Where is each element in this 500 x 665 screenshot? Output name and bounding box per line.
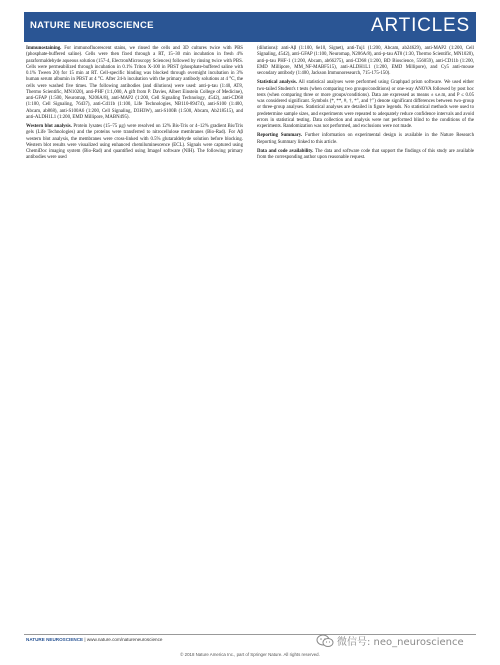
- journal-header-bar: [24, 12, 476, 42]
- paragraph-heading: Immunostaining.: [26, 46, 62, 51]
- section-label: ARTICLES: [371, 15, 470, 36]
- paragraph-western-blot: [26, 124, 243, 162]
- paragraph-data-availability: [257, 149, 474, 162]
- footer-copyright: © 2018 Nature America Inc., part of Springer Nature. All rights reserved.: [180, 652, 320, 657]
- right-column: [257, 46, 474, 164]
- footer-journal-line: [26, 637, 162, 642]
- paragraph-heading: Statistical analysis.: [257, 80, 297, 86]
- paragraph-body: All statistical analyses were performed using Graphpad prism software. We used either two-tailed Student's t tests (when comparing two groups/conditions) or one-way ANOVA followed by post hoc tests (when comparing three or more groups/conditions). Data are expressed as means ± s.e.m, and P ≤ 0.05 was considered significant. Symbols (*, **, #, †, *", and †") denote significant differences between two-group or three-group analyses. Statistical analyses are detailed in figure legends. No statistical methods were used to predetermine sample sizes, and experiments were repeated to adequately reduce confidence intervals and avoid errors in statistical testing. Data collection and analysis were not performed blind to the conditions of the experiments. Randomization was not performed, and exclusions were not made.: [257, 80, 475, 129]
- paragraph-body: The data and software code that support the findings of this study are available from the corresponding author upon reasonable request.: [257, 148, 474, 160]
- paragraph-antibody-continued: [257, 46, 474, 77]
- paragraph-body: Further information on experimental design is available in the Nature Research Reporting Summary linked to this article.: [257, 133, 475, 145]
- paragraph-body: Protein lysates (15–75 µg) were resolved on 12% Bis-Tris or 4–12% gradient Bis/Tris gels (Life Technologies) and the proteins were transferred to nitrocellulose membranes (Bio-Rad). For Aβ western blot analysis, the membranes were cross-linked with 0.5% glutaraldehyde solution before blocking. Western blot results were visualized using enhanced chemiluminescence (ECL). Signals were captured using ChemiDoc imaging system (Bio-Rad) and quantified using ImageJ software (NIH). The following primary antibodies were used: [26, 124, 244, 161]
- footer-journal-name: NATURE NEUROSCIENCE: [26, 637, 84, 642]
- paragraph-reporting-summary: [257, 133, 474, 146]
- wechat-watermark: [316, 633, 464, 648]
- paragraph-body: (dilutions): anti-Aβ (1:100, 6e10, Signet), anti-Tuj1 (1:200, Abcam, ab24629), anti-MAP2 (1:200, Cell Signaling, 4542), anti-GFAP (1:100, Neuromap, N206A/8), anti-p-tau AT8 (1:30, Thermo Scientific, MN1020), anti-p-tau PHF-1 (1:200, Abcam, ab66275), anti-CD68 (1:200, BD Bioscience, 556059), anti-CD11b (1:200, EMD Millipore, MM_NF-MABF515), anti-ALDH1L1 (1:200, EMD Millipore), and Cy5 anti-mouse secondary antibody (1:400, Jackson Immunoresearch, 715-175-150).: [257, 46, 474, 76]
- paragraph-body: For immunofluorescent stains, we rinsed the cells and 3D cultures twice with PBS (phosphate-buffered saline). Cells were then fixed through a RT, 15–30 min incubation in fresh 4% paraformaldehyde aqueous solution (157-4, ElectronMicroscopy Sciences) followed by rinsing twice with PBS. Cells were permeabilized through incubation in 0.1% Triton X-100 in PBST (phosphate-buffered saline with 0.1% Tween 20) for 15 min at RT. Cell-specific binding was blocked through overnight incubation in 3% human serum albumin in PBST at 4 °C. After 24-h incubation with the primary antibody solutions at 4 °C, the cells were washed five times. The following antibodies (and dilutions) were used: anti-p-tau (1:40, AT8, Thermo Scientific, MN1020), anti-PHF (1:1,000, A gift from P. Davies, Albert Einstein College of Medicine), anti-GFAP (1:500, Neuromap, N206A/8), anti-MAP2 (1:200, Cell Signaling Technology, 4542), anti-CD68 (1:100, Cell Signaling, 76437), anti-Cd11b (1:100, Life Technologies, NB110-89474), anti-S100 (1:400, Abcam, ab868), anti-S100A6 (1:200, Cell Signaling, D3H3W), anti-S100B (1:500, Abcam, Ab218515), and anti-ALDH1L1 (1:200, EMD Millipore, MABN495).: [26, 46, 243, 120]
- paragraph-heading: Data and code availability.: [257, 148, 314, 154]
- wechat-icon: [316, 634, 334, 648]
- journal-name: NATURE NEUROSCIENCE: [30, 20, 154, 31]
- footer-journal-url[interactable]: | www.nature.com/natureneuroscience: [83, 637, 163, 642]
- paragraph-heading: Reporting Summary.: [257, 133, 303, 139]
- watermark-text: 微信号: neo_neuroscience: [337, 637, 464, 648]
- left-column: [26, 46, 243, 165]
- paragraph-immunostaining: [26, 46, 243, 121]
- paragraph-statistical-analysis: [257, 80, 474, 130]
- paragraph-heading: Western blot analysis.: [26, 124, 72, 129]
